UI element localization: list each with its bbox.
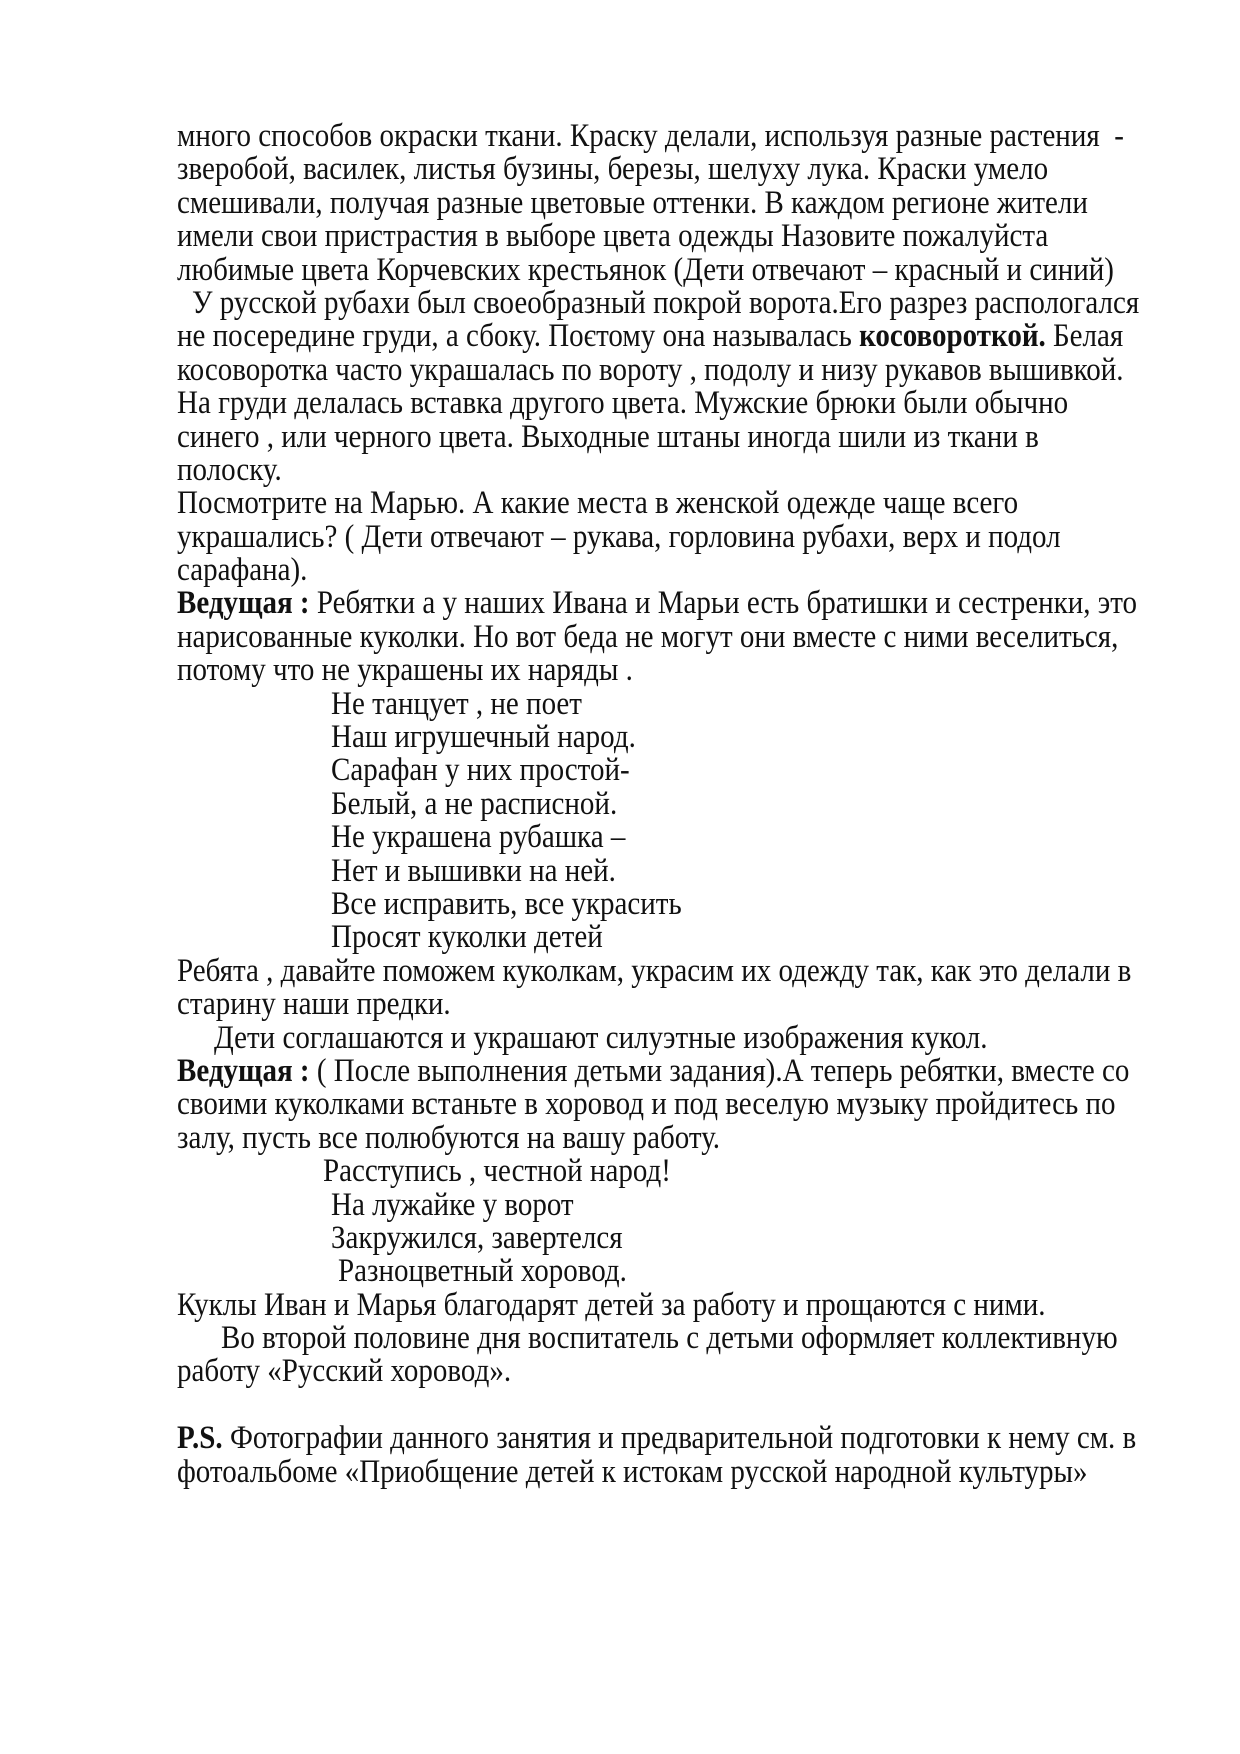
line-text: работу «Русский хоровод». bbox=[177, 1353, 512, 1390]
line-text: Посмотрите на Марью. А какие места в женской одежде чаще всего bbox=[177, 485, 1019, 522]
text-line bbox=[177, 953, 1157, 990]
line-text: синего , или черного цвета. Выходные штаны иногда шили из ткани в bbox=[177, 418, 1039, 455]
text-line bbox=[177, 585, 1157, 622]
line-text: Во второй половине дня воспитатель с детьми оформляет коллективную bbox=[221, 1320, 1118, 1356]
text-line bbox=[177, 185, 1157, 222]
line-text: зверобой, василек, листья бузины, березы, шелуху лука. Краски умело bbox=[177, 151, 1049, 188]
line-text: залу, пусть все полюбуются на вашу работу. bbox=[177, 1119, 721, 1156]
line-text: Не танцует , не поет bbox=[331, 685, 582, 722]
text-line bbox=[177, 619, 1157, 656]
text-line bbox=[177, 118, 1157, 155]
line-text: своими куколками встаньте в хоровод и под веселую музыку пройдитесь по bbox=[177, 1086, 1116, 1123]
line-text: Нет и вышивки на ней. bbox=[331, 852, 616, 889]
line-text: У русской рубахи был своеобразный покрой ворота.Его разрез распологался bbox=[192, 284, 1140, 321]
text-line bbox=[177, 686, 1157, 723]
text-line bbox=[177, 919, 1157, 956]
line-text: Фотографии данного занятия и предварительной подготовки к нему см. в bbox=[222, 1420, 1137, 1457]
line-text: смешивали, получая разные цветовые оттенки. В каждом регионе жители bbox=[177, 184, 1088, 221]
line-text: фотоальбоме «Приобщение детей к истокам русской народной культуры» bbox=[177, 1453, 1088, 1490]
line-text: украшались? ( Дети отвечают – рукава, горловина рубахи, верх и подол bbox=[177, 518, 1061, 555]
line-text: Наш игрушечный народ. bbox=[331, 719, 636, 755]
text-line bbox=[177, 1186, 1157, 1223]
line-text: Все исправить, все украсить bbox=[331, 885, 682, 922]
text-line bbox=[177, 1387, 1157, 1424]
text-line bbox=[177, 252, 1157, 289]
speaker-label: Ведущая : bbox=[177, 1052, 310, 1089]
line-text: Куклы Иван и Марья благодарят детей за работу и прощаются с ними. bbox=[177, 1286, 1046, 1323]
text-line bbox=[177, 1120, 1157, 1157]
text-line bbox=[177, 1086, 1157, 1123]
text-line bbox=[177, 1153, 1157, 1190]
emphasized-term: косовороткой. bbox=[859, 318, 1046, 355]
text-line bbox=[177, 986, 1157, 1023]
line-text: Просят куколки детей bbox=[331, 919, 603, 956]
line-text: Дети соглашаются и украшают силуэтные изображения кукол. bbox=[214, 1019, 988, 1056]
text-line bbox=[177, 1353, 1157, 1390]
line-text: Сарафан у них простой- bbox=[331, 752, 630, 789]
text-line bbox=[177, 1320, 1157, 1357]
line-text: Ребятки а у наших Ивана и Марьи есть братишки и сестренки, это bbox=[309, 585, 1138, 622]
text-line bbox=[177, 786, 1157, 823]
text-line bbox=[177, 151, 1157, 188]
text-line bbox=[177, 719, 1157, 756]
line-text: Закружился, завертелся bbox=[331, 1219, 623, 1256]
text-line bbox=[177, 752, 1157, 789]
line-text: На груди делалась вставка другого цвета. Мужские брюки были обычно bbox=[177, 385, 1069, 421]
text-line bbox=[177, 452, 1157, 489]
text-line bbox=[177, 385, 1157, 422]
line-text: Разноцветный хоровод. bbox=[338, 1253, 627, 1290]
text-line bbox=[177, 1220, 1157, 1257]
text-line bbox=[177, 1020, 1157, 1057]
line-text: старину наши предки. bbox=[177, 986, 451, 1022]
text-line bbox=[177, 352, 1157, 389]
text-line bbox=[177, 318, 1157, 355]
line-text: Белый, а не расписной. bbox=[331, 785, 618, 822]
line-text: не посередине груди, а сбоку. Поєтому она называлась bbox=[177, 318, 860, 355]
line-text: потому что не украшены их наряды . bbox=[177, 652, 633, 689]
text-line bbox=[177, 652, 1157, 689]
line-text: косоворотка часто украшалась по вороту , подолу и низу рукавов вышивкой. bbox=[177, 351, 1124, 388]
text-line bbox=[177, 519, 1157, 556]
text-line bbox=[177, 552, 1157, 589]
text-line bbox=[177, 1253, 1157, 1290]
text-line bbox=[177, 218, 1157, 255]
text-line bbox=[177, 1287, 1157, 1324]
text-line bbox=[177, 1420, 1157, 1457]
text-line bbox=[177, 886, 1157, 923]
line-text: полоску. bbox=[177, 451, 282, 488]
text-line bbox=[177, 819, 1157, 856]
text-line bbox=[177, 853, 1157, 890]
line-text-tail: Белая bbox=[1045, 318, 1124, 355]
line-text: Расступись , честной народ! bbox=[323, 1153, 671, 1189]
text-line bbox=[177, 485, 1157, 522]
text-line bbox=[177, 419, 1157, 456]
line-text: нарисованные куколки. Но вот беда не могут они вместе с ними веселиться, bbox=[177, 618, 1119, 655]
line-text: много способов окраски ткани. Краску делали, используя разные растения - bbox=[177, 117, 1124, 154]
line-text: Не украшена рубашка – bbox=[331, 819, 626, 856]
speaker-label: P.S. bbox=[177, 1420, 223, 1457]
line-text: сарафана). bbox=[177, 552, 308, 588]
document-page bbox=[177, 117, 1157, 1490]
line-text: Ребята , давайте поможем куколкам, украсим их одежду так, как это делали в bbox=[177, 952, 1132, 989]
line-text: любимые цвета Корчевских крестьянок (Дети отвечают – красный и синий) bbox=[177, 251, 1114, 288]
text-line bbox=[177, 1053, 1157, 1090]
text-line bbox=[177, 285, 1157, 322]
speaker-label: Ведущая : bbox=[177, 585, 310, 622]
line-text: На лужайке у ворот bbox=[331, 1186, 574, 1223]
line-text: ( После выполнения детьми задания).А теперь ребятки, вместе со bbox=[309, 1052, 1130, 1089]
text-line bbox=[177, 1454, 1157, 1491]
line-text: имели свои пристрастия в выборе цвета одежды Назовите пожалуйста bbox=[177, 218, 1049, 255]
